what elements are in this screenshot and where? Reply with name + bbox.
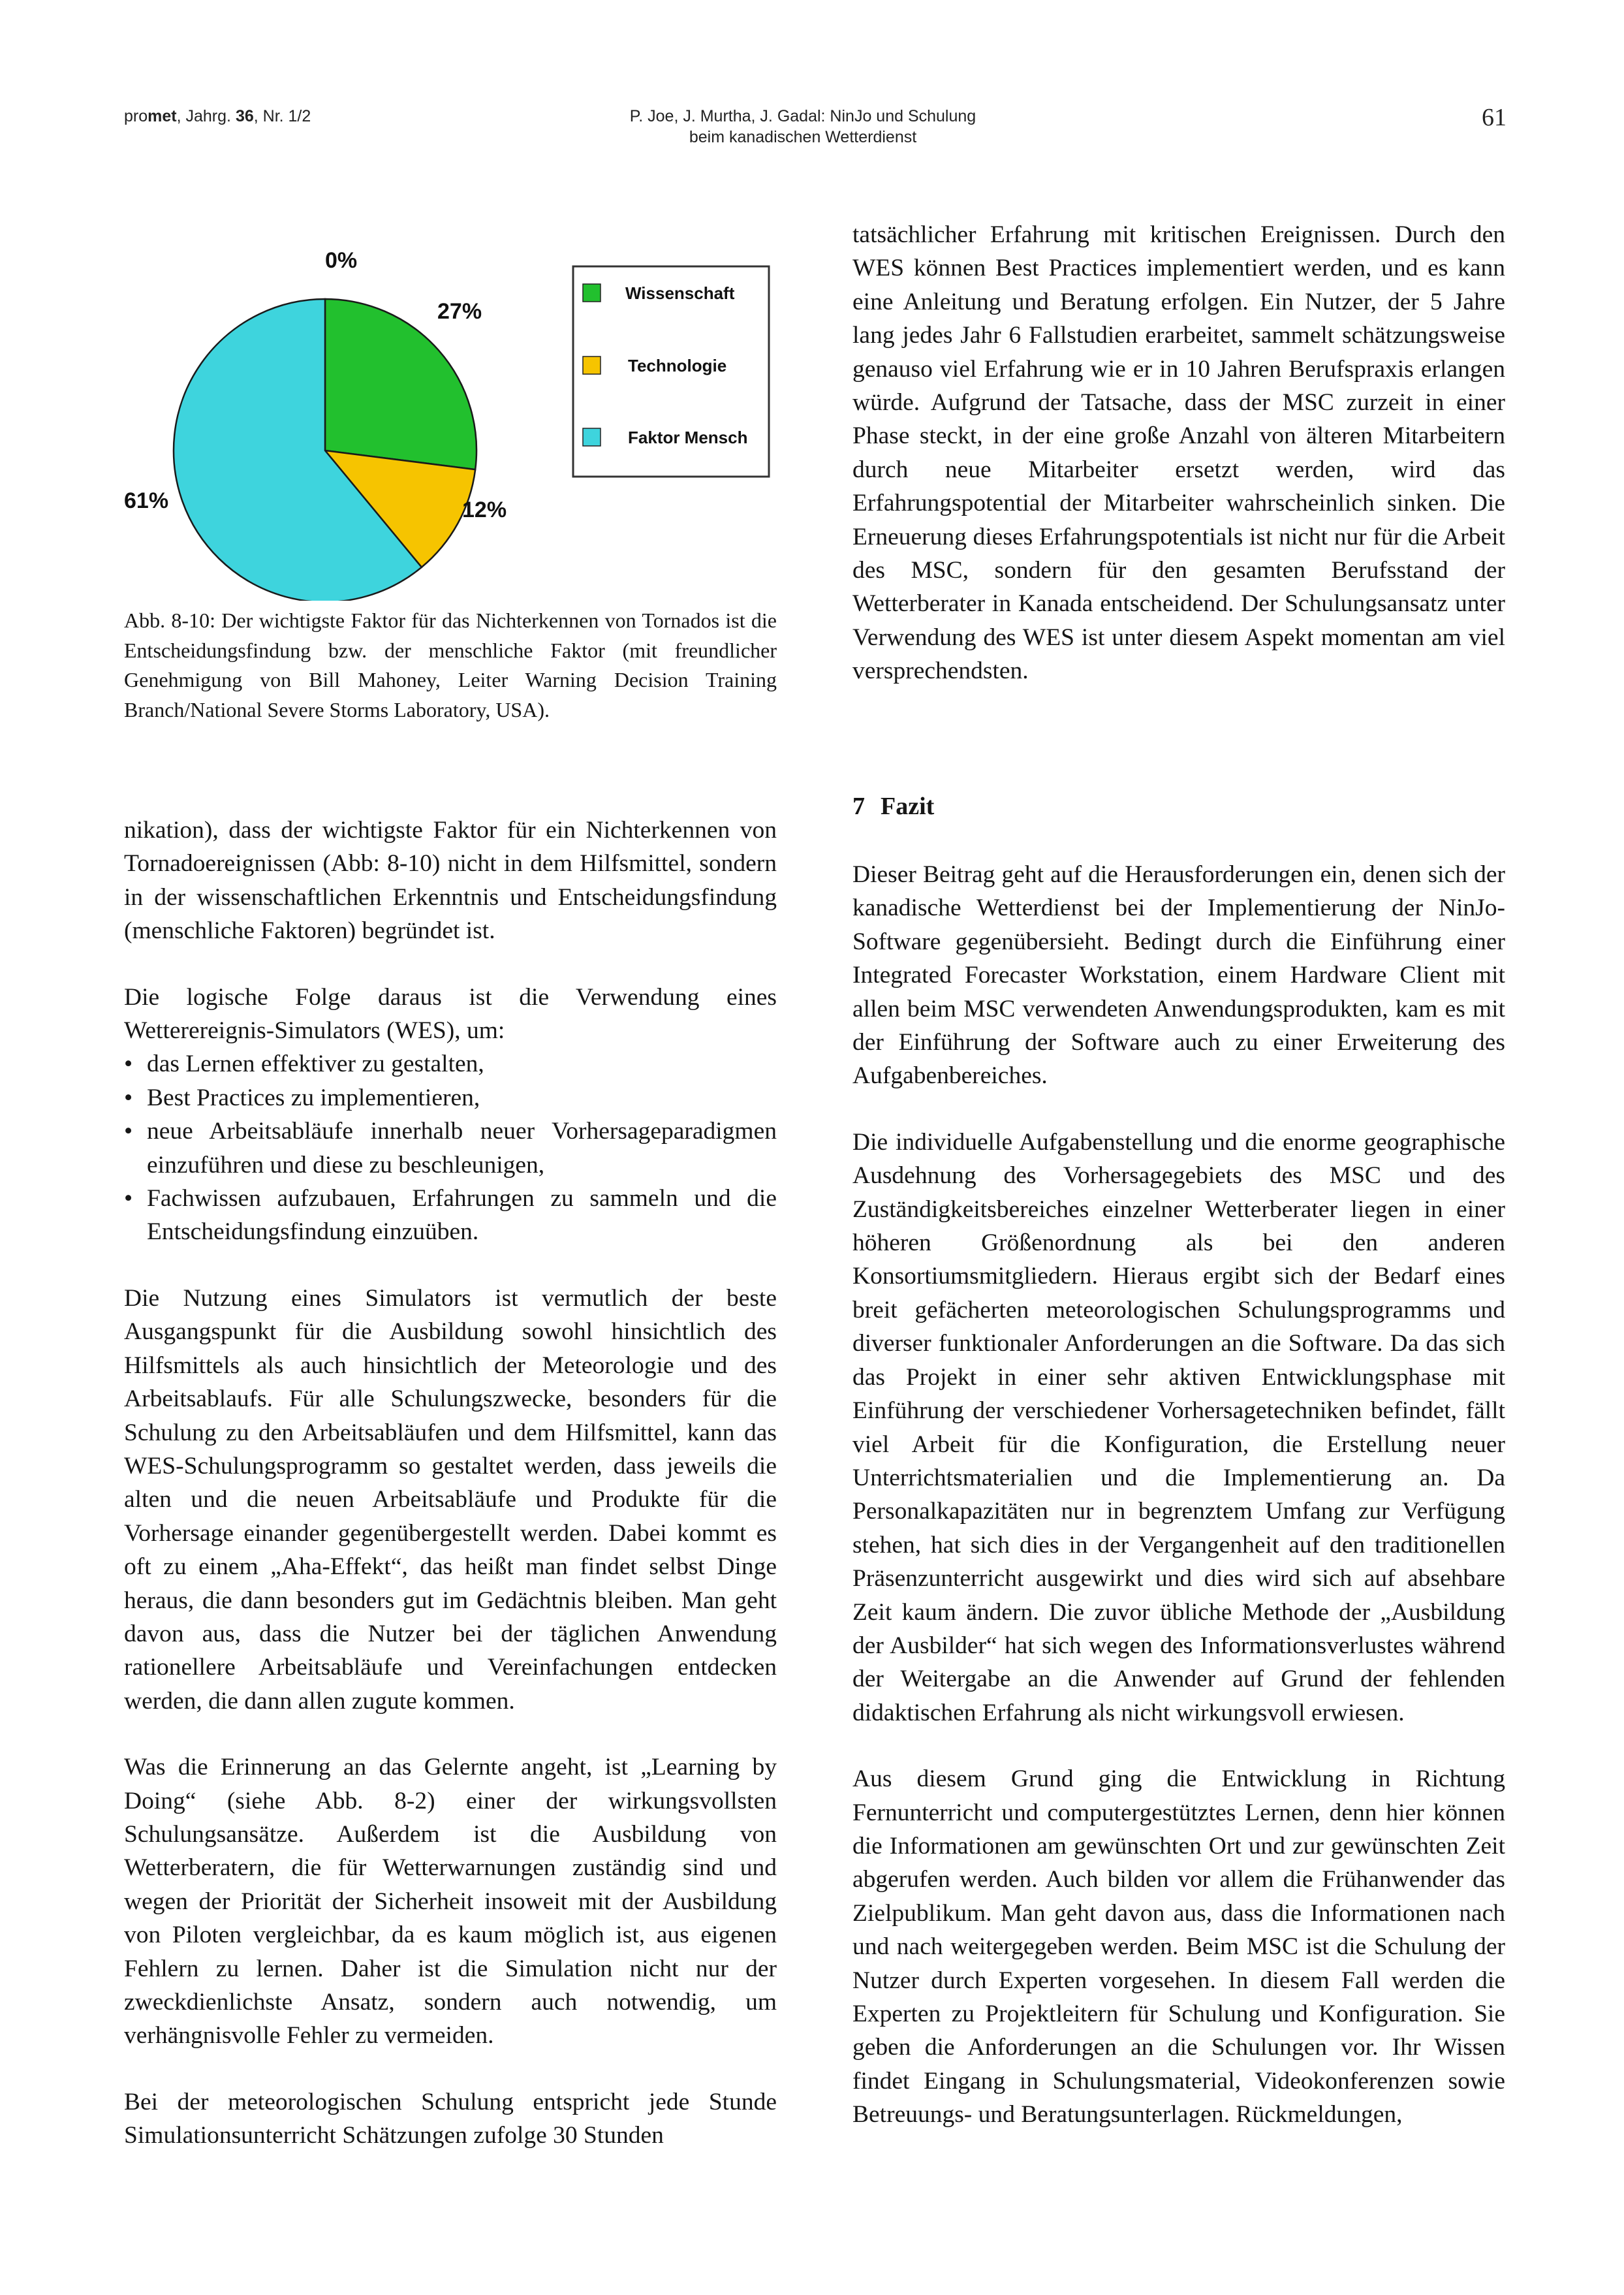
paragraph: Bei der meteorologischen Schulung entspricht jede Stunde Simulationsunterricht Schätzungen zufolge 30 Stunden <box>124 2088 777 2149</box>
paragraph: Die individuelle Aufgabenstellung und die enorme geographische Ausdehnung des Vorhersagegebiets des MSC und des Zuständigkeitsbereiches einzelner Wetterberater liegen in einer höheren Größenordnung als bei den anderen Konsortiumsmitgliedern. Hieraus ergibt sich der Bedarf eines breit gefächerten meteorologischen Schulungsprogramms und diverser funktionaler Anforderungen an die Software. Da das sich das Projekt in einer sehr aktiven Entwicklungsphase mit Einführung der verschiedener Vorhersagetechniken befindet, fällt viel Arbeit für die Konfiguration, die Erstellung neuer Unterrichtsmaterialien und die Implementierung an. Da Personalkapazitäten nur in begrenztem Umfang zur Verfügung stehen, hat sich dies in der Vergangenheit auf den traditionellen Präsenzunterricht ausgewirkt und dies wird sich auf absehbare Zeit kaum ändern. Die zuvor übliche Methode der „Ausbildung der Ausbilder“ hat sich wegen des Informationsverlustes während der Weitergabe an die Anwender auf Grund der fehlenden didaktischen Erfahrung als nicht wirkungsvoll erwiesen. <box>852 1128 1505 1726</box>
list-item: • Best Practices zu implementieren, <box>124 1081 777 1115</box>
left-column <box>124 814 777 2153</box>
list-item: • neue Arbeitsabläufe innerhalb neuer Vorhersageparadigmen einzuführen und diese zu beschleunigen, <box>124 1115 777 1182</box>
figure-caption: Abb. 8-10: Der wichtigste Faktor für das Nichterkennen von Tornados ist die Entscheidungsfindung bzw. der menschliche Faktor (mit freundlicher Genehmigung von Bill Mahoney, Leiter Warning Decision Training Branch/National Severe Storms Laboratory, USA). <box>124 609 777 721</box>
legend-label-technologie: Technologie <box>628 356 727 375</box>
legend-label-faktor-mensch: Faktor Mensch <box>628 428 748 447</box>
right-column-top <box>852 218 1505 688</box>
paragraph: Dieser Beitrag geht auf die Herausforderungen ein, denen sich der kanadische Wetterdienst bei der Implementierung der NinJo-Software gegenübersieht. Bedingt durch die Einführung einer Integrated Forecaster Workstation, einem Hardware Client mit allen beim MSC verwendeten Anwendungsprodukten, kam es mit der Einführung der Software auch zu einer Erweiterung des Aufgabenbereiches. <box>852 861 1505 1090</box>
pie-label-faktor-mensch: 61% <box>124 488 169 513</box>
legend-label-wissenschaft: Wissenschaft <box>625 283 735 303</box>
right-column-body <box>852 858 1505 2132</box>
pie-slices <box>174 299 476 601</box>
list-item: • das Lernen effektiver zu gestalten, <box>124 1047 777 1081</box>
paragraph: nikation), dass der wichtigste Faktor für ein Nichterkennen von Tornadoereignissen (Abb: 8-10) nicht in dem Hilfsmittel, sondern in der wissenschaftlichen Erkenntnis und Entscheidungsfindung (menschliche Faktoren) begründet ist. <box>124 817 777 945</box>
list-item: • Fachwissen aufzubauen, Erfahrungen zu sammeln und die Entscheidungsfindung einzuüben. <box>124 1182 777 1249</box>
pie-slice-wissenschaft <box>325 299 476 469</box>
pie-label-technologie: 12% <box>462 498 507 522</box>
section-heading <box>852 790 934 823</box>
running-header-title: P. Joe, J. Murtha, J. Gadal: NinJo und Schulung beim kanadischen Wetterdienst <box>629 107 976 146</box>
legend-swatch-faktor-mensch <box>583 428 601 446</box>
pie-chart-figure <box>124 235 790 601</box>
pie-label-zero: 0% <box>325 248 358 273</box>
section-title: Fazit <box>881 793 935 820</box>
bullet-list <box>124 1047 777 1248</box>
legend-swatch-wissenschaft <box>583 284 601 302</box>
legend-swatch-technologie <box>583 356 601 374</box>
section-number: 7 <box>852 793 865 820</box>
paragraph: Was die Erinnerung an das Gelernte angeht, ist „Learning by Doing“ (siehe Abb. 8-2) einer der wirkungsvollsten Schulungsansätze. Außerdem ist die Ausbildung von Wetterberatern, die für Wetterwarnungen zuständig sind und wegen der Priorität der Sicherheit insoweit mit der Ausbildung von Piloten vergleichbar, da es kaum möglich ist, aus eigenen Fehlern zu lernen. Daher ist die Simulation nicht nur der zweckdienlichste Ansatz, sondern auch notwendig, um verhängnisvolle Fehler zu vermeiden. <box>124 1754 777 2050</box>
page-number: 61 <box>1482 104 1507 131</box>
paragraph: tatsächlicher Erfahrung mit kritischen Ereignissen. Durch den WES können Best Practices implementiert werden, und es kann eine Anleitung und Beratung erfolgen. Ein Nutzer, der 5 Jahre lang jedes Jahr 6 Fallstudien erarbeitet, sammelt schätzungsweise genauso viel Erfahrung wie er in 10 Jahren Berufspraxis erlangen würde. Aufgrund der Tatsache, dass der MSC zurzeit in einer Phase steckt, in der eine große Anzahl von älteren Mitarbeitern durch neue Mitarbeiter ersetzt werden, wird das Erfahrungspotential der Mitarbeiter wahrscheinlich sinken. Die Erneuerung dieses Erfahrungspotentials ist nicht nur für die Arbeit des MSC, sondern für den gesamten Berufsstand der Wetterberater in Kanada entscheidend. Der Schulungsansatz unter Verwendung des WES ist unter diesem Aspekt momentan am viel versprechendsten. <box>852 221 1505 685</box>
paragraph: Die logische Folge daraus ist die Verwendung eines Wetterereignis-Simulators (WES), um: <box>124 983 777 1045</box>
pie-label-wissenschaft: 27% <box>437 299 482 324</box>
running-header-journal: promet, Jahrg. 36, Nr. 1/2 <box>124 107 311 125</box>
paragraph: Die Nutzung eines Simulators ist vermutlich der beste Ausgangspunkt für die Ausbildung sowohl hinsichtlich des Hilfsmittels als auch hinsichtlich der Meteorologie und des Arbeitsablaufs. Für alle Schulungszwecke, besonders für die Schulung zu den Arbeitsabläufen und dem Hilfsmittel, kann das WES-Schulungsprogramm so gestaltet werden, dass jeweils die alten und die neuen Arbeitsabläufe und Produkte für die Vorhersage einander gegenübergestellt werden. Dabei kommt es oft zu einem „Aha-Effekt“, das heißt man findet selbst Dinge heraus, die dann besonders gut im Gedächtnis bleiben. Man geht davon aus, dass die Nutzer bei der täglichen Anwendung rationellere Arbeitsabläufe und Vereinfachungen entdecken werden, die dann allen zugute kommen. <box>124 1284 777 1715</box>
paragraph: Aus diesem Grund ging die Entwicklung in Richtung Fernunterricht und computergestütztes Lernen, denn hier können die Informationen am gewünschten Ort und zur gewünschten Zeit abgerufen werden. Auch bilden vor allem die Frühanwender das Zielpublikum. Man geht davon aus, dass die Informationen nach und nach weitergegeben werden. Beim MSC ist die Schulung der Nutzer durch Experten vorgesehen. In diesem Fall werden die Experten zu Projektleitern für Schulung und Konfiguration. Sie geben die Anforderungen an die Schulungen vor. Ihr Wissen findet Eingang in Schulungsmaterial, Videokonferenzen sowie Betreuungs- und Beratungsunterlagen. Rückmeldungen, <box>852 1765 1505 2129</box>
pie-legend <box>573 266 769 477</box>
